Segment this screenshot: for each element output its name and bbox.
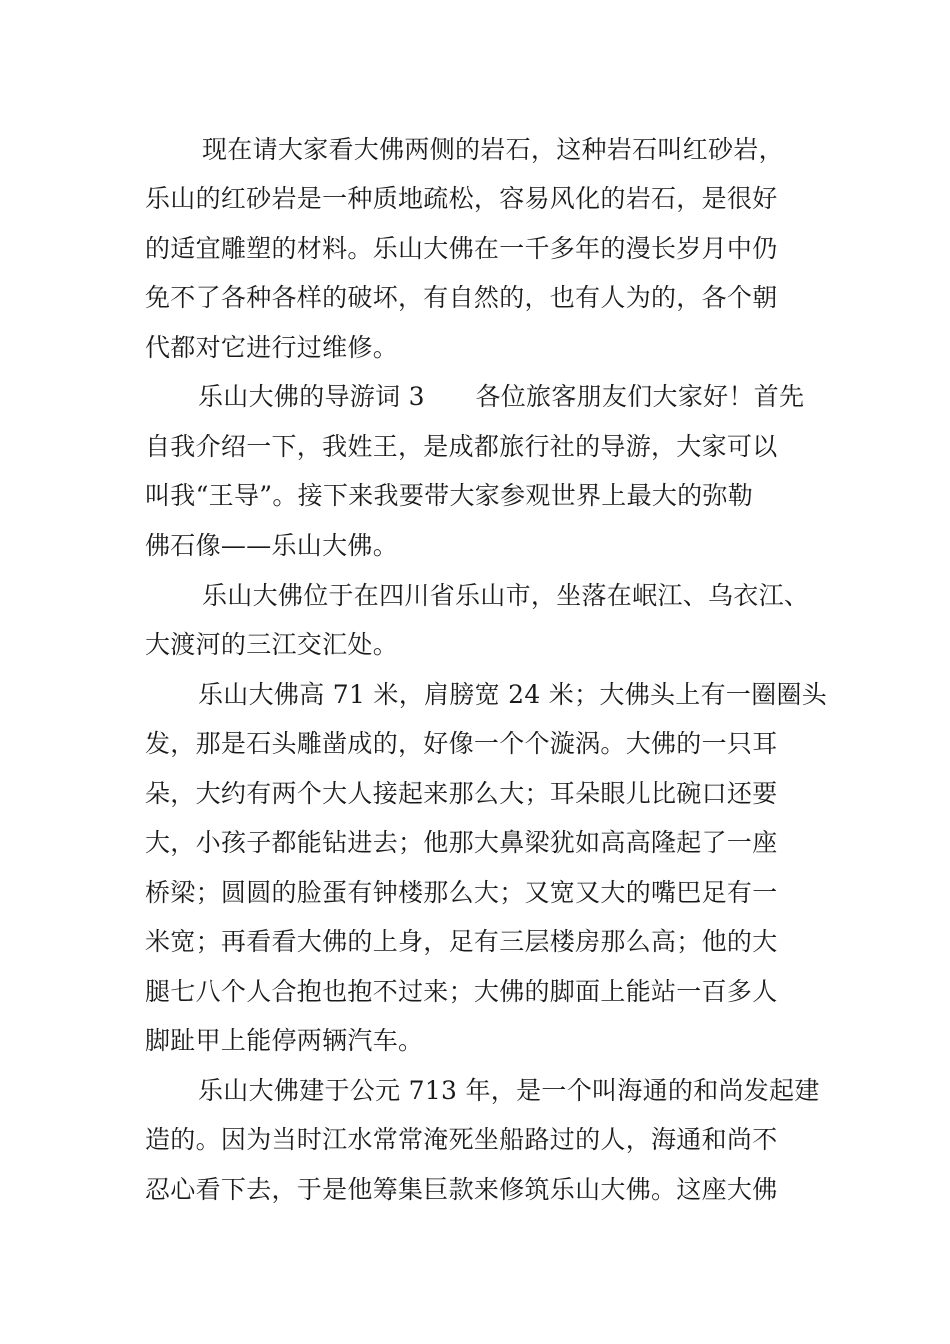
text-line: 大渡河的三江交汇处。 bbox=[145, 630, 399, 659]
text-line: 现在请大家看大佛两侧的岩石，这种岩石叫红砂岩， bbox=[202, 135, 784, 164]
section-heading-line: 乐山大佛的导游词 3 各位旅客朋友们大家好！首先 bbox=[198, 382, 805, 411]
text-line: 叫我“王导”。接下来我要带大家参观世界上最大的弥勒 bbox=[145, 481, 754, 510]
text-line: 米宽；再看看大佛的上身，足有三层楼房那么高；他的大 bbox=[145, 927, 778, 956]
text-line: 造的。因为当时江水常常淹死坐船路过的人，海通和尚不 bbox=[145, 1125, 778, 1154]
text-line: 腿七八个人合抱也抱不过来；大佛的脚面上能站一百多人 bbox=[145, 977, 778, 1006]
text-line: 自我介绍一下，我姓王，是成都旅行社的导游，大家可以 bbox=[145, 432, 778, 461]
text-line: 朵，大约有两个大人接起来那么大；耳朵眼儿比碗口还要 bbox=[145, 779, 778, 808]
text-line: 发，那是石头雕凿成的，好像一个个漩涡。大佛的一只耳 bbox=[145, 729, 778, 758]
text-line: 大，小孩子都能钻进去；他那大鼻梁犹如高高隆起了一座 bbox=[145, 828, 778, 857]
text-line: 脚趾甲上能停两辆汽车。 bbox=[145, 1026, 424, 1055]
text-line: 乐山大佛高 71 米，肩膀宽 24 米；大佛头上有一圈圈头 bbox=[198, 680, 828, 709]
text-line: 佛石像——乐山大佛。 bbox=[145, 531, 399, 560]
text-line: 免不了各种各样的破坏，有自然的，也有人为的，各个朝 bbox=[145, 283, 778, 312]
text-line: 乐山的红砂岩是一种质地疏松，容易风化的岩石，是很好 bbox=[145, 184, 778, 213]
text-line: 桥梁；圆圆的脸蛋有钟楼那么大；又宽又大的嘴巴足有一 bbox=[145, 878, 778, 907]
text-line: 乐山大佛位于在四川省乐山市，坐落在岷江、乌衣江、 bbox=[202, 581, 810, 610]
text-line: 的适宜雕塑的材料。乐山大佛在一千多年的漫长岁月中仍 bbox=[145, 234, 778, 263]
text-line: 乐山大佛建于公元 713 年，是一个叫海通的和尚发起建 bbox=[198, 1076, 820, 1105]
text-line: 忍心看下去，于是他筹集巨款来修筑乐山大佛。这座大佛 bbox=[145, 1175, 778, 1204]
text-line: 代都对它进行过维修。 bbox=[145, 333, 399, 362]
